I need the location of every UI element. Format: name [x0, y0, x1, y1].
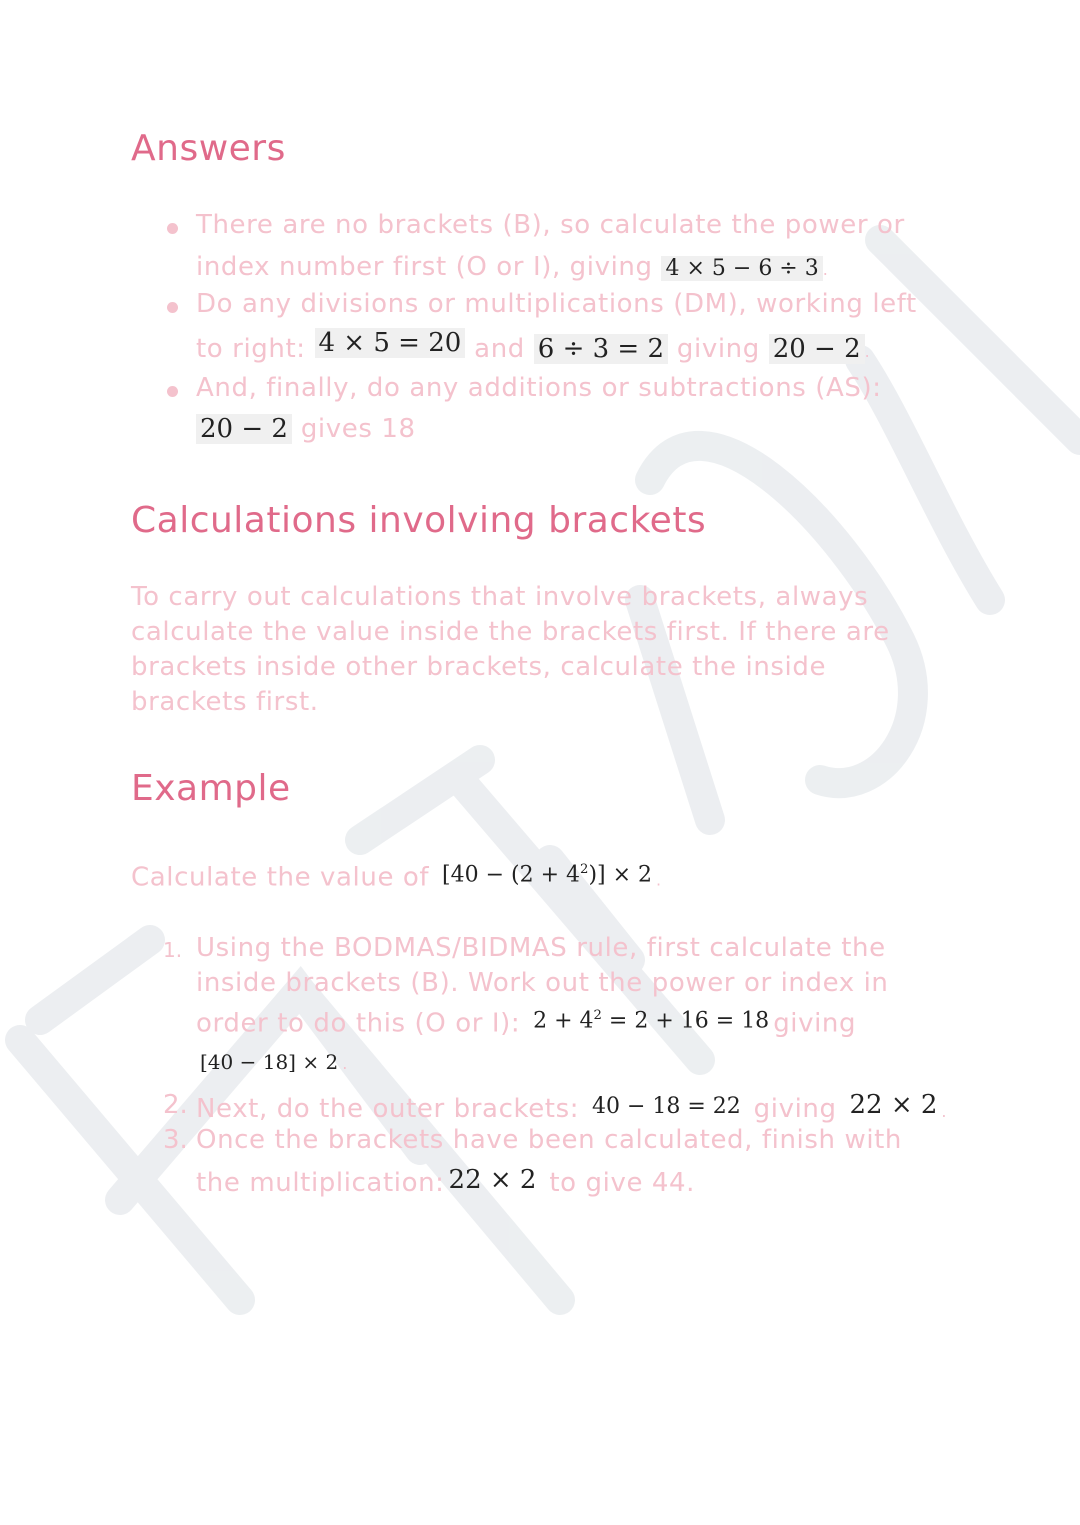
math-expression: 4 × 5 = 20 — [315, 328, 466, 358]
answer-bullet-1-line1: There are no brackets (B), so calculate the power or — [196, 210, 905, 240]
math-expression: 20 − 2 — [196, 414, 292, 444]
period: . — [864, 342, 871, 361]
answer-bullet-3-line1: And, finally, do any additions or subtractions (AS): — [196, 373, 882, 403]
step-3-line2 — [196, 1165, 695, 1198]
brackets-paragraph-line: brackets inside other brackets, calculate the inside — [131, 652, 827, 682]
answer-bullet-2-text: to right: — [196, 334, 306, 364]
brackets-paragraph-line: calculate the value inside the brackets first. If there are — [131, 617, 890, 647]
step-1-line1: Using the BODMAS/BIDMAS rule, first calculate the — [196, 933, 886, 963]
answer-bullet-2-line1: Do any divisions or multiplications (DM), working left — [196, 289, 917, 319]
answer-bullet-1-line2 — [196, 252, 828, 282]
step-2-line: Next, do the outer brackets: 40 − 18 = 22 giving 22 × 2 . — [196, 1090, 948, 1124]
brackets-paragraph-line: To carry out calculations that involve brackets, always — [131, 582, 869, 612]
example-prompt: Calculate the value of $[40 - (2 + 4^2)] \times 2$ . — [131, 862, 662, 893]
math-expression: 4 × 5 − 6 ÷ 3 — [661, 256, 822, 281]
math-expression: 20 − 2 — [769, 334, 865, 364]
math-expression: 22 × 2 — [849, 1090, 938, 1120]
step-1-line3 — [196, 1008, 856, 1038]
answer-bullet-2-line2 — [196, 328, 870, 364]
math-expression: [40 − 18] × 2 — [200, 1050, 339, 1074]
step-2-text: Next, do the outer brackets: — [196, 1094, 580, 1124]
connector-text: giving — [773, 1008, 857, 1039]
connector-text: giving — [676, 334, 760, 364]
step-number: 1. — [163, 938, 183, 962]
bullet-dot-icon — [167, 302, 178, 313]
bullet-dot-icon — [167, 223, 178, 234]
math-expression: 6 ÷ 3 = 2 — [534, 334, 668, 364]
step-3-text: the multiplication: — [196, 1168, 445, 1198]
step-number: 3. — [163, 1125, 188, 1155]
math-expression: 40 − 18 = 22 — [591, 1094, 741, 1119]
math-expression: $2 + 4^2 = 2 + 16 = 18$ — [533, 1008, 770, 1034]
math-expression: 22 × 2 — [448, 1165, 537, 1195]
step-3-end-text: to give 44. — [549, 1168, 696, 1198]
step-1-line4: [40 − 18] × 2 . — [196, 1046, 348, 1076]
connector-text: giving — [753, 1094, 837, 1124]
answer-bullet-1-text: index number first (O or I), giving — [196, 252, 653, 282]
brackets-heading: Calculations involving brackets — [131, 500, 707, 541]
step-1-line2: inside brackets (B). Work out the power or index in — [196, 968, 889, 998]
brackets-paragraph-line: brackets first. — [131, 687, 319, 717]
answers-heading: Answers — [131, 128, 286, 169]
connector-text: and — [474, 334, 525, 364]
step-number: 2. — [163, 1090, 188, 1120]
example-heading: Example — [131, 768, 291, 809]
answer-bullet-3-line2 — [196, 414, 416, 444]
bullet-dot-icon — [167, 386, 178, 397]
step-3-line1: Once the brackets have been calculated, finish with — [196, 1125, 903, 1155]
answer-bullet-3-text: gives 18 — [300, 414, 416, 444]
example-expression: $[40 - (2 + 4^2)] \times 2$ — [442, 862, 653, 888]
step-1-text: order to do this (O or I): — [196, 1008, 521, 1039]
period: . — [822, 260, 829, 279]
example-prompt-text: Calculate the value of — [131, 862, 430, 893]
